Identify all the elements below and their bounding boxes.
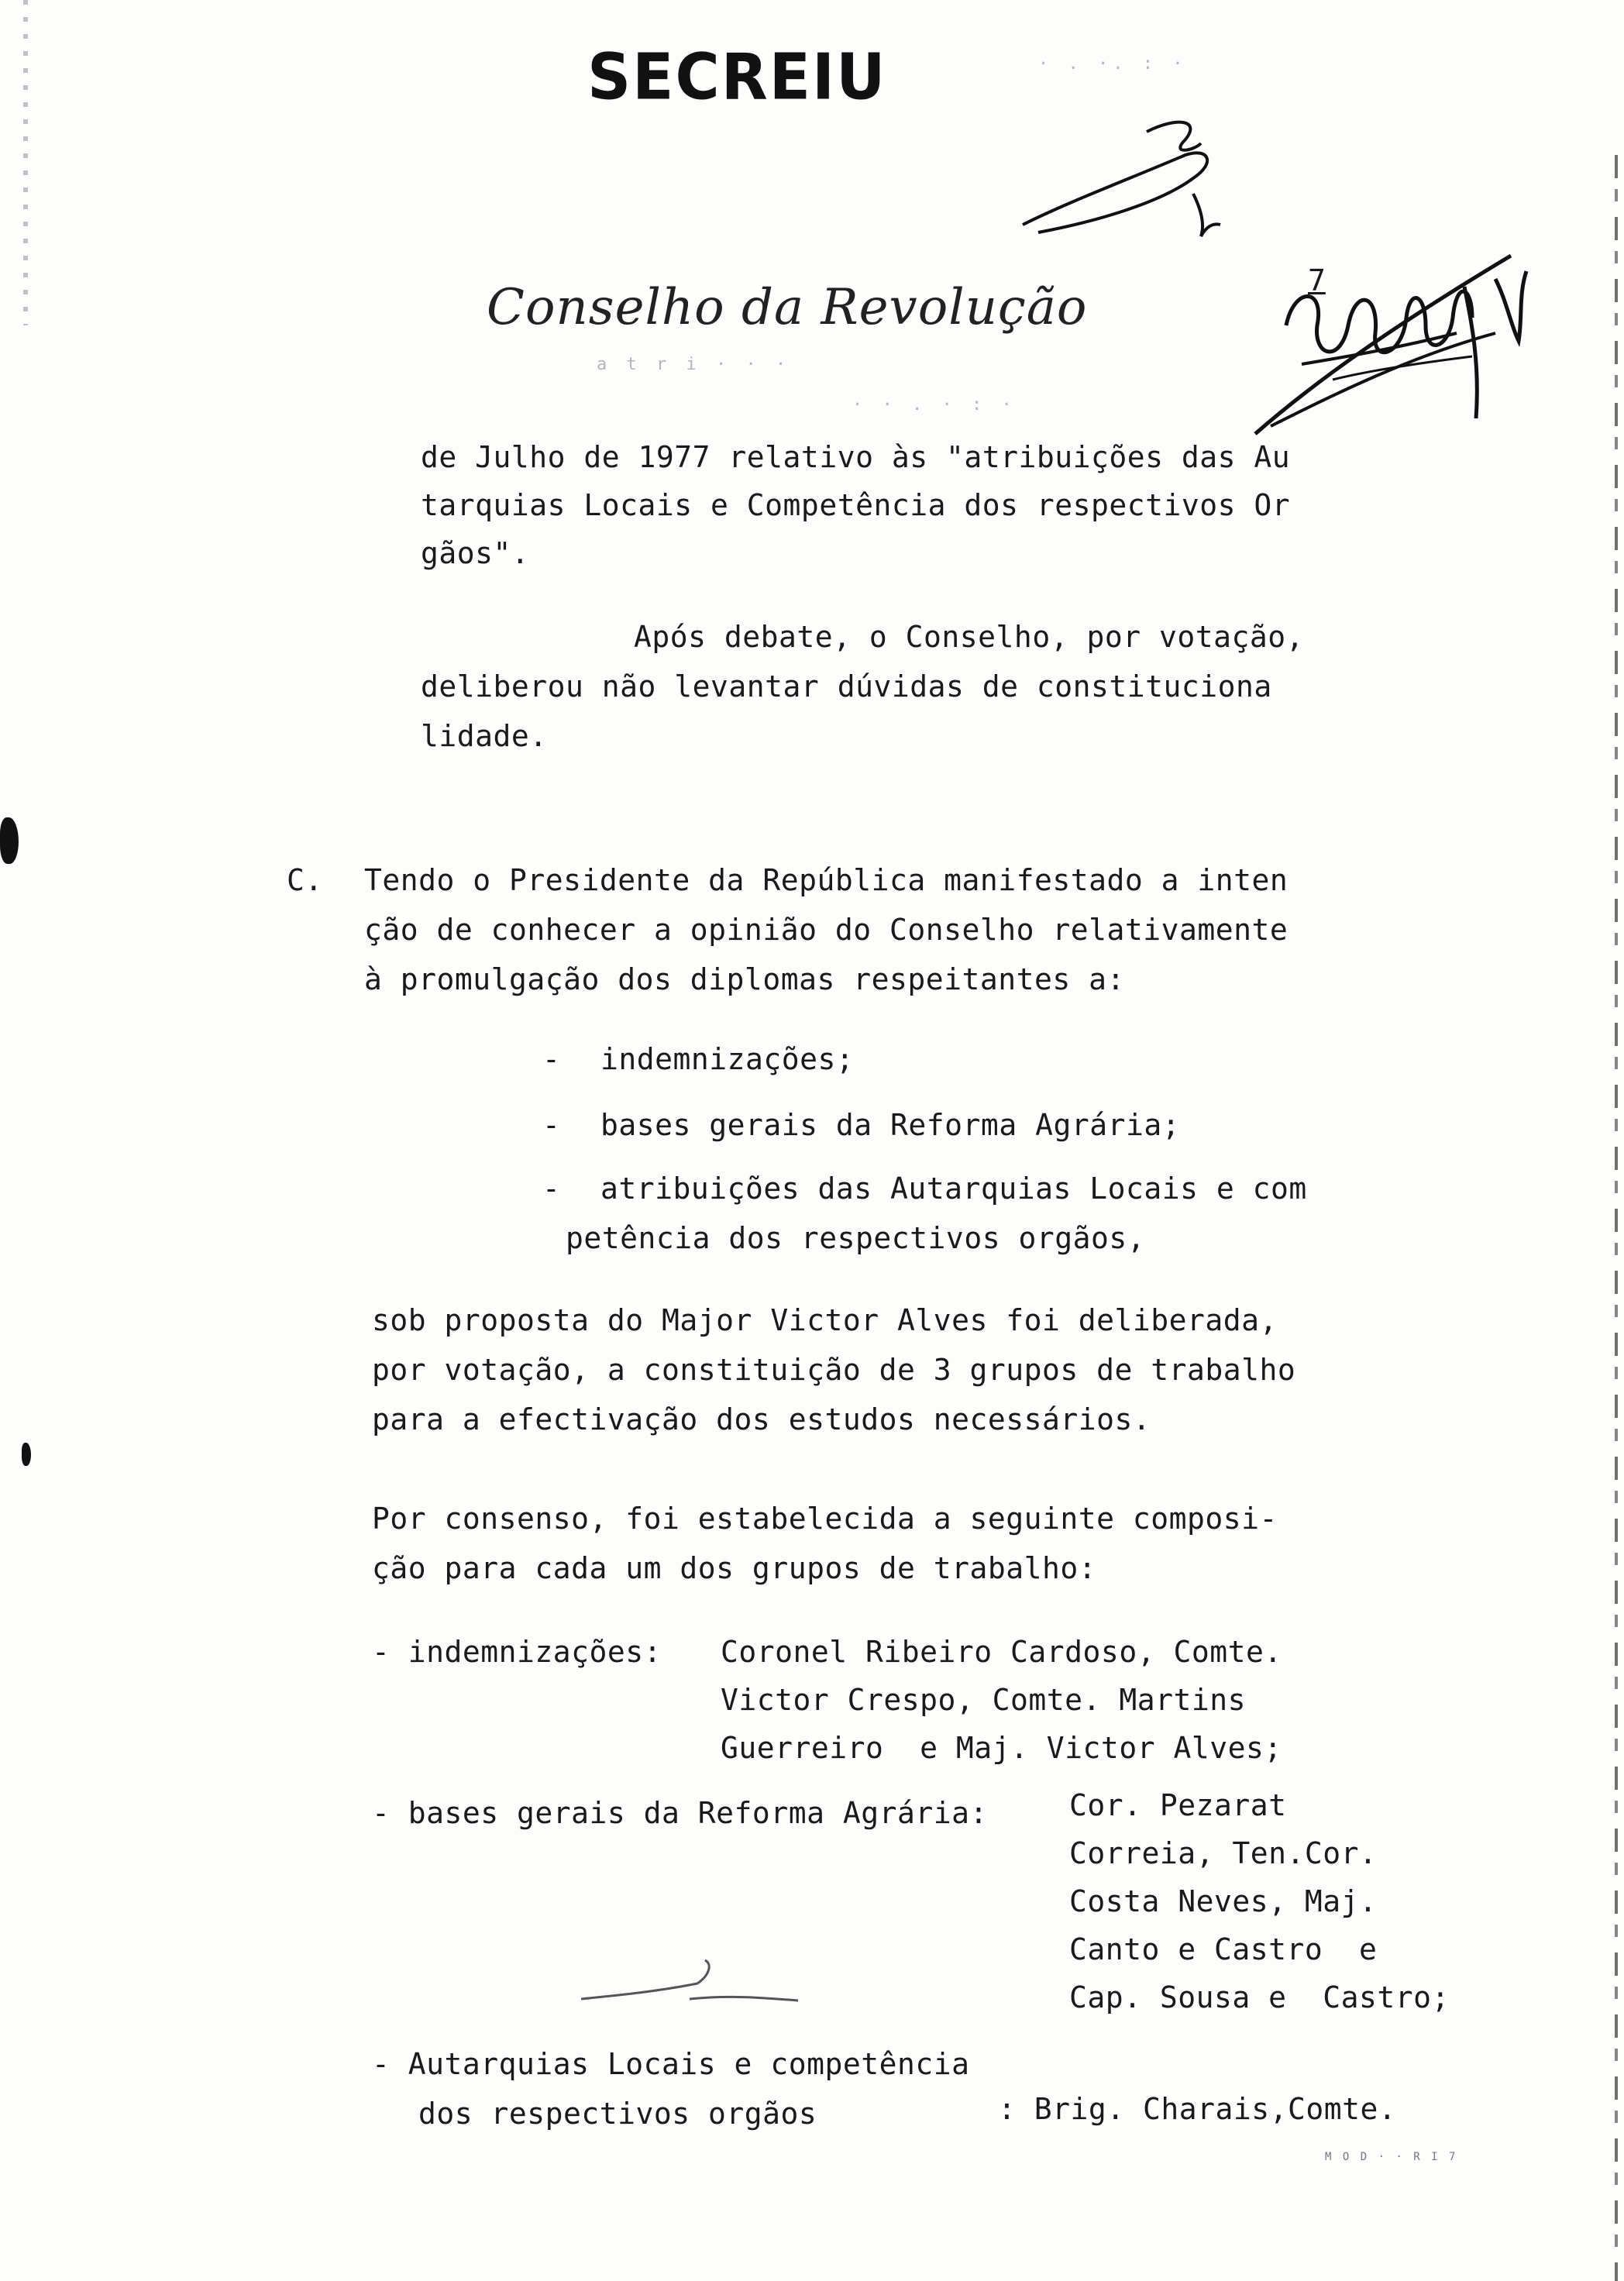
text-line: de Julho de 1977 relativo às "atribuições das Au bbox=[421, 440, 1291, 474]
text-line: ção de conhecer a opinião do Conselho relativamente bbox=[364, 913, 1289, 947]
group-member: Guerreiro e Maj. Victor Alves; bbox=[721, 1731, 1282, 1765]
scan-noise: · . ·. : · bbox=[1038, 54, 1188, 74]
bullet-item: atribuições das Autarquias Locais e com bbox=[600, 1171, 1307, 1206]
group-member: Cap. Sousa e Castro; bbox=[1069, 1980, 1450, 2014]
text-line: Após debate, o Conselho, por votação, bbox=[634, 620, 1304, 654]
letterhead: Conselho da Revolução bbox=[487, 279, 1088, 336]
group-member: Costa Neves, Maj. bbox=[1069, 1884, 1378, 1918]
group-member: Canto e Castro e bbox=[1069, 1932, 1378, 1966]
bullet-dash: - bbox=[542, 1171, 561, 1206]
text-line: ção para cada um dos grupos de trabalho: bbox=[372, 1551, 1097, 1585]
text-line: deliberou não levantar dúvidas de constituciona bbox=[421, 669, 1272, 704]
text-line: por votação, a constituição de 3 grupos de trabalho bbox=[372, 1353, 1296, 1387]
bullet-dash: - bbox=[542, 1042, 561, 1076]
group-label-continuation: dos respectivos orgãos bbox=[418, 2097, 817, 2131]
group-label: - bases gerais da Reforma Agrária: bbox=[372, 1796, 988, 1830]
group-member: Correia, Ten.Cor. bbox=[1069, 1836, 1378, 1870]
bullet-item: bases gerais da Reforma Agrária; bbox=[600, 1108, 1181, 1142]
pencil-scribble bbox=[573, 1952, 806, 2014]
scan-noise: a t r i · · · bbox=[597, 355, 791, 374]
text-line: tarquias Locais e Competência dos respectivos Or bbox=[421, 488, 1291, 522]
scan-noise: · · . · : · bbox=[852, 395, 1017, 415]
bullet-continuation: petência dos respectivos orgãos, bbox=[566, 1221, 1146, 1255]
text-line: para a efectivação dos estudos necessários. bbox=[372, 1402, 1151, 1436]
bullet-item: indemnizações; bbox=[600, 1042, 855, 1076]
text-line: gãos". bbox=[421, 536, 530, 570]
group-member: Cor. Pezarat bbox=[1069, 1788, 1287, 1822]
page-number: 7 bbox=[1308, 263, 1326, 298]
text-line: lidade. bbox=[421, 719, 548, 753]
handwritten-signature bbox=[1240, 240, 1534, 449]
secret-stamp: SECREIU bbox=[587, 40, 887, 115]
group-member: : Brig. Charais,Comte. bbox=[998, 2092, 1397, 2126]
section-marker: C. bbox=[287, 863, 323, 897]
group-member: Coronel Ribeiro Cardoso, Comte. bbox=[721, 1635, 1282, 1669]
scan-edge-right bbox=[1615, 155, 1618, 2281]
initials-signature bbox=[1007, 108, 1255, 248]
group-member: Victor Crespo, Comte. Martins bbox=[721, 1683, 1246, 1717]
group-label: - indemnizações: bbox=[372, 1635, 662, 1669]
group-label: - Autarquias Locais e competência bbox=[372, 2047, 970, 2081]
text-line: Por consenso, foi estabelecida a seguinte composi- bbox=[372, 1502, 1278, 1536]
scan-blot bbox=[22, 1443, 31, 1466]
form-code-mark: M O D · · R I 7 bbox=[1325, 2151, 1458, 2163]
scan-blot bbox=[0, 817, 19, 864]
scan-edge-left bbox=[23, 0, 28, 325]
text-line: Tendo o Presidente da República manifestado a inten bbox=[364, 863, 1289, 897]
text-line: à promulgação dos diplomas respeitantes a: bbox=[364, 962, 1125, 996]
bullet-dash: - bbox=[542, 1108, 561, 1142]
text-line: sob proposta do Major Victor Alves foi deliberada, bbox=[372, 1303, 1278, 1337]
